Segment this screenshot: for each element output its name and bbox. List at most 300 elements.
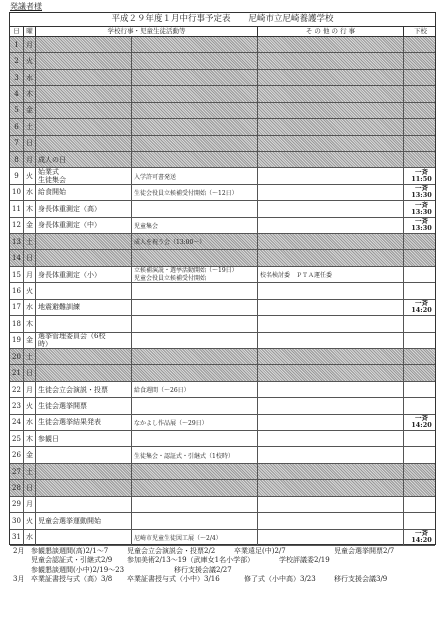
footer-item: 卒業遠足(中)2/7 [234, 547, 286, 555]
other-event-cell [258, 497, 404, 512]
event-cell [132, 218, 258, 233]
activity-cell-text: 生徒会選挙開票 [38, 401, 87, 410]
dismissal-cell [404, 168, 437, 183]
other-event-cell [258, 365, 404, 380]
weekday-cell-text: 月 [26, 155, 33, 164]
header-other-events: そ の 他 の 行 事 [258, 27, 404, 36]
day-cell-text: 28 [12, 484, 21, 493]
event-cell-text: 立候補演説・選挙活動開始（～19日） [134, 266, 238, 274]
footer-item: 学校評議委2/19 [279, 556, 330, 565]
event-cell-text: 給食週間（～26日） [134, 387, 190, 394]
dismissal-cell [404, 415, 437, 430]
activity-cell-text: 選挙管理委員会（6校 [38, 332, 106, 341]
dismissal-cell-text: 11:50 [411, 175, 432, 184]
activity-cell [36, 415, 132, 430]
event-cell [132, 497, 258, 512]
weekday-cell-text: 土 [26, 237, 33, 246]
header-dismissal: 下校 [414, 27, 427, 35]
school-name: 尼崎市立尼崎養護学校 [248, 14, 334, 24]
activity-cell-text: 身長体重測定（中） [38, 221, 101, 230]
other-event-cell [258, 201, 404, 216]
table-row [10, 201, 435, 217]
dismissal-cell [404, 497, 437, 512]
weekday-cell [24, 464, 36, 479]
day-cell [10, 382, 24, 397]
weekday-cell-text: 木 [26, 89, 33, 98]
event-cell [132, 415, 258, 430]
day-cell [10, 103, 24, 118]
activity-cell [36, 349, 132, 364]
event-cell [132, 86, 258, 101]
table-row [10, 497, 435, 513]
event-cell-text: 生徒会役員立候補受付開始（～12日） [134, 189, 238, 197]
day-cell [10, 70, 24, 85]
activity-cell [36, 37, 132, 52]
dismissal-cell-text: 一斉 [415, 168, 428, 177]
table-row [10, 365, 435, 381]
activity-cell [36, 333, 132, 348]
dismissal-cell [404, 333, 437, 348]
table-row [10, 86, 435, 102]
weekday-cell [24, 365, 36, 380]
activity-cell [36, 431, 132, 446]
dismissal-cell [404, 316, 437, 331]
table-row [10, 415, 435, 431]
other-event-cell [258, 152, 404, 167]
dismissal-cell-text: 13:30 [411, 207, 432, 216]
weekday-cell [24, 86, 36, 101]
weekday-cell [24, 37, 36, 52]
other-event-cell [258, 103, 404, 118]
footer-month: 3月 [13, 574, 25, 583]
weekday-cell [24, 382, 36, 397]
day-cell-text: 1 [14, 40, 19, 49]
dismissal-cell-text: 14:20 [411, 421, 432, 430]
dismissal-cell-text: 13:30 [411, 191, 432, 200]
dismissal-cell [404, 431, 437, 446]
weekday-cell [24, 103, 36, 118]
day-cell-text: 16 [12, 286, 21, 295]
activity-cell [36, 234, 132, 249]
other-event-cell [258, 333, 404, 348]
weekday-cell [24, 431, 36, 446]
event-cell [132, 398, 258, 413]
event-cell [132, 382, 258, 397]
event-cell [132, 168, 258, 183]
table-row [10, 168, 435, 184]
dismissal-cell [404, 283, 437, 298]
activity-cell [36, 513, 132, 528]
dismissal-cell [404, 234, 437, 249]
activity-cell-text: 地震避難訓練 [38, 303, 80, 312]
footer-item: 参観懇談週間(高)2/1～7 [31, 547, 109, 555]
table-row [10, 382, 435, 398]
dismissal-cell [404, 218, 437, 233]
weekday-cell-text: 月 [26, 40, 33, 49]
footer-line [9, 566, 436, 575]
other-event-cell [258, 37, 404, 52]
activity-cell [36, 70, 132, 85]
weekday-cell-text: 月 [26, 500, 33, 509]
table-row [10, 267, 435, 283]
weekday-cell-text: 木 [26, 434, 33, 443]
weekday-cell-text: 水 [26, 303, 33, 312]
day-cell [10, 316, 24, 331]
other-event-cell [258, 70, 404, 85]
day-cell [10, 168, 24, 183]
day-cell-text: 25 [12, 434, 21, 443]
activity-cell [36, 103, 132, 118]
day-cell-text: 4 [14, 89, 19, 98]
activity-cell [36, 152, 132, 167]
dismissal-cell [404, 86, 437, 101]
table-header [10, 27, 435, 37]
weekday-cell-text: 日 [26, 369, 33, 378]
weekday-cell-text: 木 [26, 204, 33, 213]
activity-cell [36, 447, 132, 462]
weekday-cell [24, 250, 36, 265]
activity-cell [36, 53, 132, 68]
table-row [10, 447, 435, 463]
other-event-cell [258, 86, 404, 101]
event-cell [132, 267, 258, 282]
activity-cell [36, 201, 132, 216]
day-cell-text: 14 [12, 254, 21, 263]
other-event-cell [258, 119, 404, 134]
other-event-cell [258, 218, 404, 233]
weekday-cell-text: 水 [26, 188, 33, 197]
activity-cell [36, 86, 132, 101]
event-cell-text: 児童会役員立候補受付開始 [134, 274, 207, 282]
table-row [10, 316, 435, 332]
event-cell [132, 447, 258, 462]
dismissal-cell [404, 382, 437, 397]
day-cell [10, 497, 24, 512]
day-cell [10, 464, 24, 479]
weekday-cell [24, 398, 36, 413]
footer-item: 移行支援会議3/9 [334, 574, 388, 583]
event-cell [132, 201, 258, 216]
other-event-cell [258, 349, 404, 364]
day-cell [10, 119, 24, 134]
event-cell-text: 児童集会 [134, 222, 159, 230]
footer-item: 参観懇談週間(小中)2/19～23 [31, 565, 125, 574]
day-cell [10, 349, 24, 364]
activity-cell [36, 480, 132, 495]
day-cell [10, 201, 24, 216]
weekday-cell-text: 日 [26, 139, 33, 148]
footer-item: 移行支援会議2/27 [174, 565, 232, 574]
other-event-cell [258, 530, 404, 545]
table-row [10, 431, 435, 447]
weekday-cell [24, 513, 36, 528]
activity-cell [36, 267, 132, 282]
table-row [10, 333, 435, 349]
day-cell [10, 37, 24, 52]
day-cell-text: 19 [12, 336, 21, 345]
weekday-cell [24, 283, 36, 298]
other-event-cell [258, 185, 404, 200]
day-cell-text: 18 [12, 319, 21, 328]
day-cell [10, 152, 24, 167]
other-event-cell [258, 234, 404, 249]
table-row [10, 218, 435, 234]
footer-item: 修了式（小中高）3/23 [244, 574, 316, 583]
weekday-cell [24, 136, 36, 151]
event-cell [132, 333, 258, 348]
activity-cell [36, 316, 132, 331]
activity-cell [36, 398, 132, 413]
day-cell-text: 6 [14, 122, 19, 131]
day-cell-text: 7 [14, 139, 19, 148]
table-row [10, 398, 435, 414]
other-event-cell [258, 464, 404, 479]
dismissal-cell [404, 53, 437, 68]
activity-cell [36, 530, 132, 545]
weekday-cell [24, 316, 36, 331]
dismissal-cell-text: 一斉 [415, 299, 428, 308]
day-cell [10, 431, 24, 446]
day-cell [10, 415, 24, 430]
weekday-cell [24, 267, 36, 282]
other-event-cell [258, 480, 404, 495]
other-event-cell [258, 267, 404, 282]
day-cell [10, 218, 24, 233]
dismissal-cell-text: 13:30 [411, 224, 432, 233]
footer-line [9, 575, 436, 584]
weekday-cell-text: 水 [26, 73, 33, 82]
day-cell [10, 300, 24, 315]
weekday-cell [24, 168, 36, 183]
dismissal-cell [404, 37, 437, 52]
day-cell-text: 11 [12, 204, 21, 213]
weekday-cell [24, 300, 36, 315]
weekday-cell-text: 金 [26, 221, 33, 230]
weekday-cell [24, 349, 36, 364]
activity-cell [36, 185, 132, 200]
footer-item: 卒業証書授与式（小中）3/16 [127, 574, 220, 583]
table-row [10, 152, 435, 168]
dismissal-cell [404, 300, 437, 315]
day-cell-text: 15 [12, 270, 21, 279]
event-cell [132, 152, 258, 167]
day-cell [10, 530, 24, 545]
footer-item: 児童会選挙開票2/7 [334, 547, 395, 555]
day-cell-text: 21 [12, 369, 21, 378]
weekday-cell [24, 447, 36, 462]
day-cell-text: 12 [12, 221, 21, 230]
weekday-cell-text: 日 [26, 484, 33, 493]
day-cell-text: 23 [12, 401, 21, 410]
weekday-cell [24, 333, 36, 348]
weekday-cell [24, 119, 36, 134]
day-cell-text: 20 [12, 352, 21, 361]
table-row [10, 349, 435, 365]
other-event-cell [258, 431, 404, 446]
event-cell [132, 53, 258, 68]
event-cell [132, 480, 258, 495]
dismissal-cell [404, 464, 437, 479]
other-event-cell [258, 447, 404, 462]
footer-item: 参加美術2/13～19（武庫女1名小学部） [127, 556, 255, 565]
day-cell-text: 30 [12, 516, 21, 525]
weekday-cell-text: 金 [26, 451, 33, 460]
other-event-cell [258, 382, 404, 397]
weekday-cell-text: 火 [26, 286, 33, 295]
day-cell [10, 365, 24, 380]
table-row [10, 53, 435, 69]
day-cell [10, 513, 24, 528]
event-cell [132, 431, 258, 446]
weekday-cell [24, 185, 36, 200]
weekday-cell [24, 70, 36, 85]
other-event-cell [258, 136, 404, 151]
dismissal-cell [404, 70, 437, 85]
header-day: 日 [10, 27, 24, 36]
weekday-cell-text: 火 [26, 401, 33, 410]
schedule-rows [10, 37, 435, 546]
stamp-label: 発議者様 [10, 2, 42, 11]
event-cell-text: 生徒集会・認証式・引継式（1校時） [134, 452, 234, 460]
dismissal-cell [404, 513, 437, 528]
activity-cell [36, 119, 132, 134]
other-event-cell [258, 168, 404, 183]
day-cell-text: 10 [12, 188, 21, 197]
event-cell [132, 250, 258, 265]
dismissal-cell [404, 530, 437, 545]
page-title [10, 13, 435, 27]
day-cell [10, 333, 24, 348]
weekday-cell-text: 日 [26, 254, 33, 263]
dismissal-cell [404, 398, 437, 413]
weekday-cell [24, 53, 36, 68]
event-cell [132, 349, 258, 364]
dismissal-cell [404, 365, 437, 380]
dismissal-cell [404, 267, 437, 282]
weekday-cell-text: 金 [26, 106, 33, 115]
event-cell-text: 尼崎市児童生徒図工展（～2/4） [134, 534, 222, 542]
dismissal-cell-text: 一斉 [415, 184, 428, 193]
event-cell [132, 464, 258, 479]
activity-cell-text: 成人の日 [38, 155, 66, 164]
other-event-cell [258, 415, 404, 430]
day-cell [10, 398, 24, 413]
table-row [10, 136, 435, 152]
footer-item: 児童会立会演説会・投票2/2 [127, 547, 216, 555]
day-cell [10, 86, 24, 101]
table-row [10, 119, 435, 135]
table-row [10, 234, 435, 250]
dismissal-cell-text: 14:20 [411, 306, 432, 315]
weekday-cell [24, 152, 36, 167]
event-cell [132, 513, 258, 528]
day-cell [10, 283, 24, 298]
other-event-cell [258, 398, 404, 413]
event-cell [132, 103, 258, 118]
day-cell-text: 22 [12, 385, 21, 394]
weekday-cell [24, 480, 36, 495]
day-cell-text: 8 [14, 155, 19, 164]
dismissal-cell [404, 349, 437, 364]
activity-cell [36, 136, 132, 151]
other-event-cell [258, 53, 404, 68]
day-cell [10, 250, 24, 265]
dismissal-cell [404, 480, 437, 495]
day-cell-text: 24 [12, 418, 21, 427]
activity-cell [36, 382, 132, 397]
activity-cell [36, 300, 132, 315]
table-row [10, 300, 435, 316]
activity-cell-text: 生徒集会 [38, 176, 66, 184]
day-cell-text: 17 [12, 303, 21, 312]
footer-item: 卒業証書授与式（高）3/8 [31, 574, 113, 583]
table-row [10, 70, 435, 86]
header-weekday: 曜 [24, 27, 36, 36]
day-cell [10, 185, 24, 200]
table-row [10, 513, 435, 529]
activity-cell-text: 生徒会選挙結果発表 [38, 418, 101, 427]
day-cell-text: 26 [12, 451, 21, 460]
dismissal-cell-text: 一斉 [415, 217, 428, 226]
dismissal-cell [404, 152, 437, 167]
weekday-cell-text: 土 [26, 467, 33, 476]
activity-cell [36, 464, 132, 479]
event-cell [132, 185, 258, 200]
weekday-cell-text: 水 [26, 418, 33, 427]
activity-cell [36, 218, 132, 233]
activity-cell-text: 生徒会立会演説・投票 [38, 385, 108, 394]
dismissal-cell [404, 103, 437, 118]
activity-cell [36, 250, 132, 265]
weekday-cell-text: 土 [26, 122, 33, 131]
dismissal-cell-text: 一斉 [415, 201, 428, 209]
day-cell [10, 480, 24, 495]
dismissal-cell-text: 一斉 [415, 529, 428, 538]
day-cell [10, 53, 24, 68]
event-cell [132, 316, 258, 331]
other-event-cell [258, 283, 404, 298]
dismissal-cell-text: 14:20 [411, 536, 432, 545]
day-cell [10, 136, 24, 151]
title-text: 平成２９年度１月中行事予定表 [111, 14, 231, 24]
table-row [10, 480, 435, 496]
event-cell [132, 234, 258, 249]
event-cell-text: 成人を祝う会（13:00～） [134, 239, 206, 247]
footer-item: 児童会認証式・引継式2/9 [31, 556, 113, 565]
event-cell [132, 283, 258, 298]
dismissal-cell [404, 201, 437, 216]
weekday-cell-text: 水 [26, 533, 33, 542]
weekday-cell-text: 木 [26, 319, 33, 328]
activity-cell [36, 168, 132, 183]
weekday-cell [24, 497, 36, 512]
dismissal-cell [404, 119, 437, 134]
table-row [10, 530, 435, 546]
day-cell-text: 5 [14, 106, 19, 115]
table-row [10, 464, 435, 480]
day-cell [10, 267, 24, 282]
day-cell-text: 9 [14, 172, 19, 181]
day-cell [10, 447, 24, 462]
weekday-cell-text: 土 [26, 352, 33, 361]
other-event-cell [258, 513, 404, 528]
event-cell-text: 入学許可書発送 [134, 173, 177, 181]
table-row [10, 185, 435, 201]
dismissal-cell-text: 一斉 [415, 414, 428, 423]
table-row [10, 283, 435, 299]
weekday-cell [24, 530, 36, 545]
dismissal-cell [404, 136, 437, 151]
